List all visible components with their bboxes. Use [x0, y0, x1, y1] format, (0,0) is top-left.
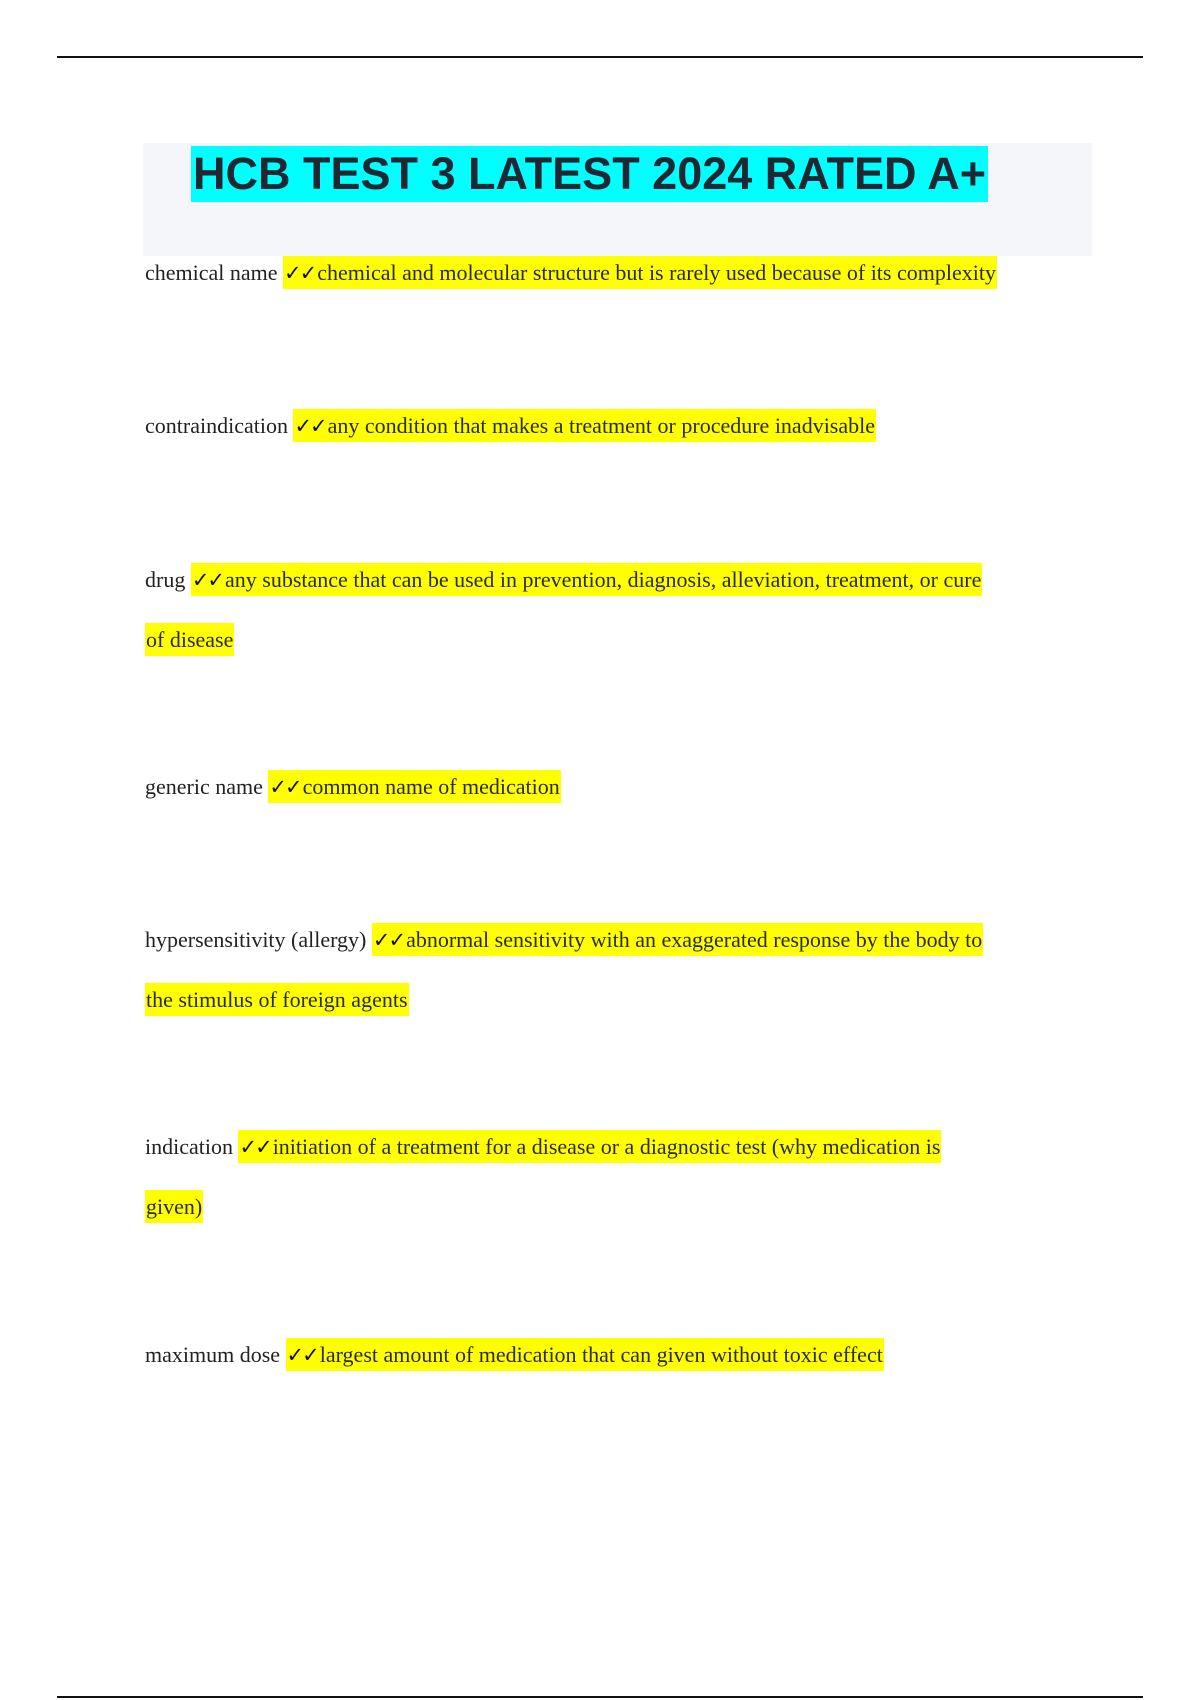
- definition-text: any condition that makes a treatment or procedure inadvisable: [327, 413, 876, 438]
- term: indication: [145, 1134, 233, 1159]
- term: maximum dose: [145, 1342, 281, 1367]
- term: contraindication: [145, 413, 288, 438]
- definition-entry-indication: [145, 1117, 1085, 1237]
- definition-highlight: [191, 563, 983, 596]
- definition-text: abnormal sensitivity with an exaggerated response by the body to: [406, 927, 983, 952]
- definition-entry-contraindication: [145, 396, 1085, 456]
- page-top-rule: [57, 56, 1143, 58]
- term: hypersensitivity (allergy): [145, 927, 367, 952]
- definition-text: any substance that can be used in prevention, diagnosis, alleviation, treatment, or cure: [225, 567, 982, 592]
- page-bottom-rule: [57, 1696, 1143, 1698]
- definition-entry-maximum-dose: [145, 1325, 1085, 1385]
- double-checkmark-icon: ✓✓: [284, 261, 316, 285]
- definition-entry-hypersensitivity: [145, 910, 1085, 1030]
- document-title: HCB TEST 3 LATEST 2024 RATED A+: [191, 146, 988, 202]
- definition-continuation: the stimulus of foreign agents: [145, 983, 409, 1016]
- double-checkmark-icon: ✓✓: [294, 414, 326, 438]
- definition-text: common name of medication: [302, 774, 560, 799]
- definition-highlight: [283, 256, 997, 289]
- double-checkmark-icon: ✓✓: [286, 1343, 318, 1367]
- double-checkmark-icon: ✓✓: [372, 928, 405, 952]
- double-checkmark-icon: ✓✓: [239, 1135, 271, 1159]
- definition-highlight: [372, 923, 983, 956]
- term: drug: [145, 567, 186, 592]
- definition-continuation: given): [145, 1190, 203, 1223]
- term: generic name: [145, 774, 263, 799]
- term: chemical name: [145, 260, 278, 285]
- definition-entry-generic-name: [145, 757, 1085, 817]
- definition-text: chemical and molecular structure but is rarely used because of its complexity: [317, 260, 996, 285]
- definition-highlight: [268, 770, 560, 803]
- definition-highlight: [293, 409, 876, 442]
- definition-continuation: of disease: [145, 623, 234, 656]
- double-checkmark-icon: ✓✓: [191, 568, 224, 592]
- definition-entry-chemical-name: [145, 243, 1085, 303]
- definition-text: largest amount of medication that can given without toxic effect: [319, 1342, 883, 1367]
- definition-highlight: [286, 1338, 884, 1371]
- definition-text: initiation of a treatment for a disease or a diagnostic test (why medication is: [272, 1134, 941, 1159]
- double-checkmark-icon: ✓✓: [269, 775, 301, 799]
- definition-highlight: [238, 1130, 941, 1163]
- definition-entry-drug: [145, 550, 1085, 670]
